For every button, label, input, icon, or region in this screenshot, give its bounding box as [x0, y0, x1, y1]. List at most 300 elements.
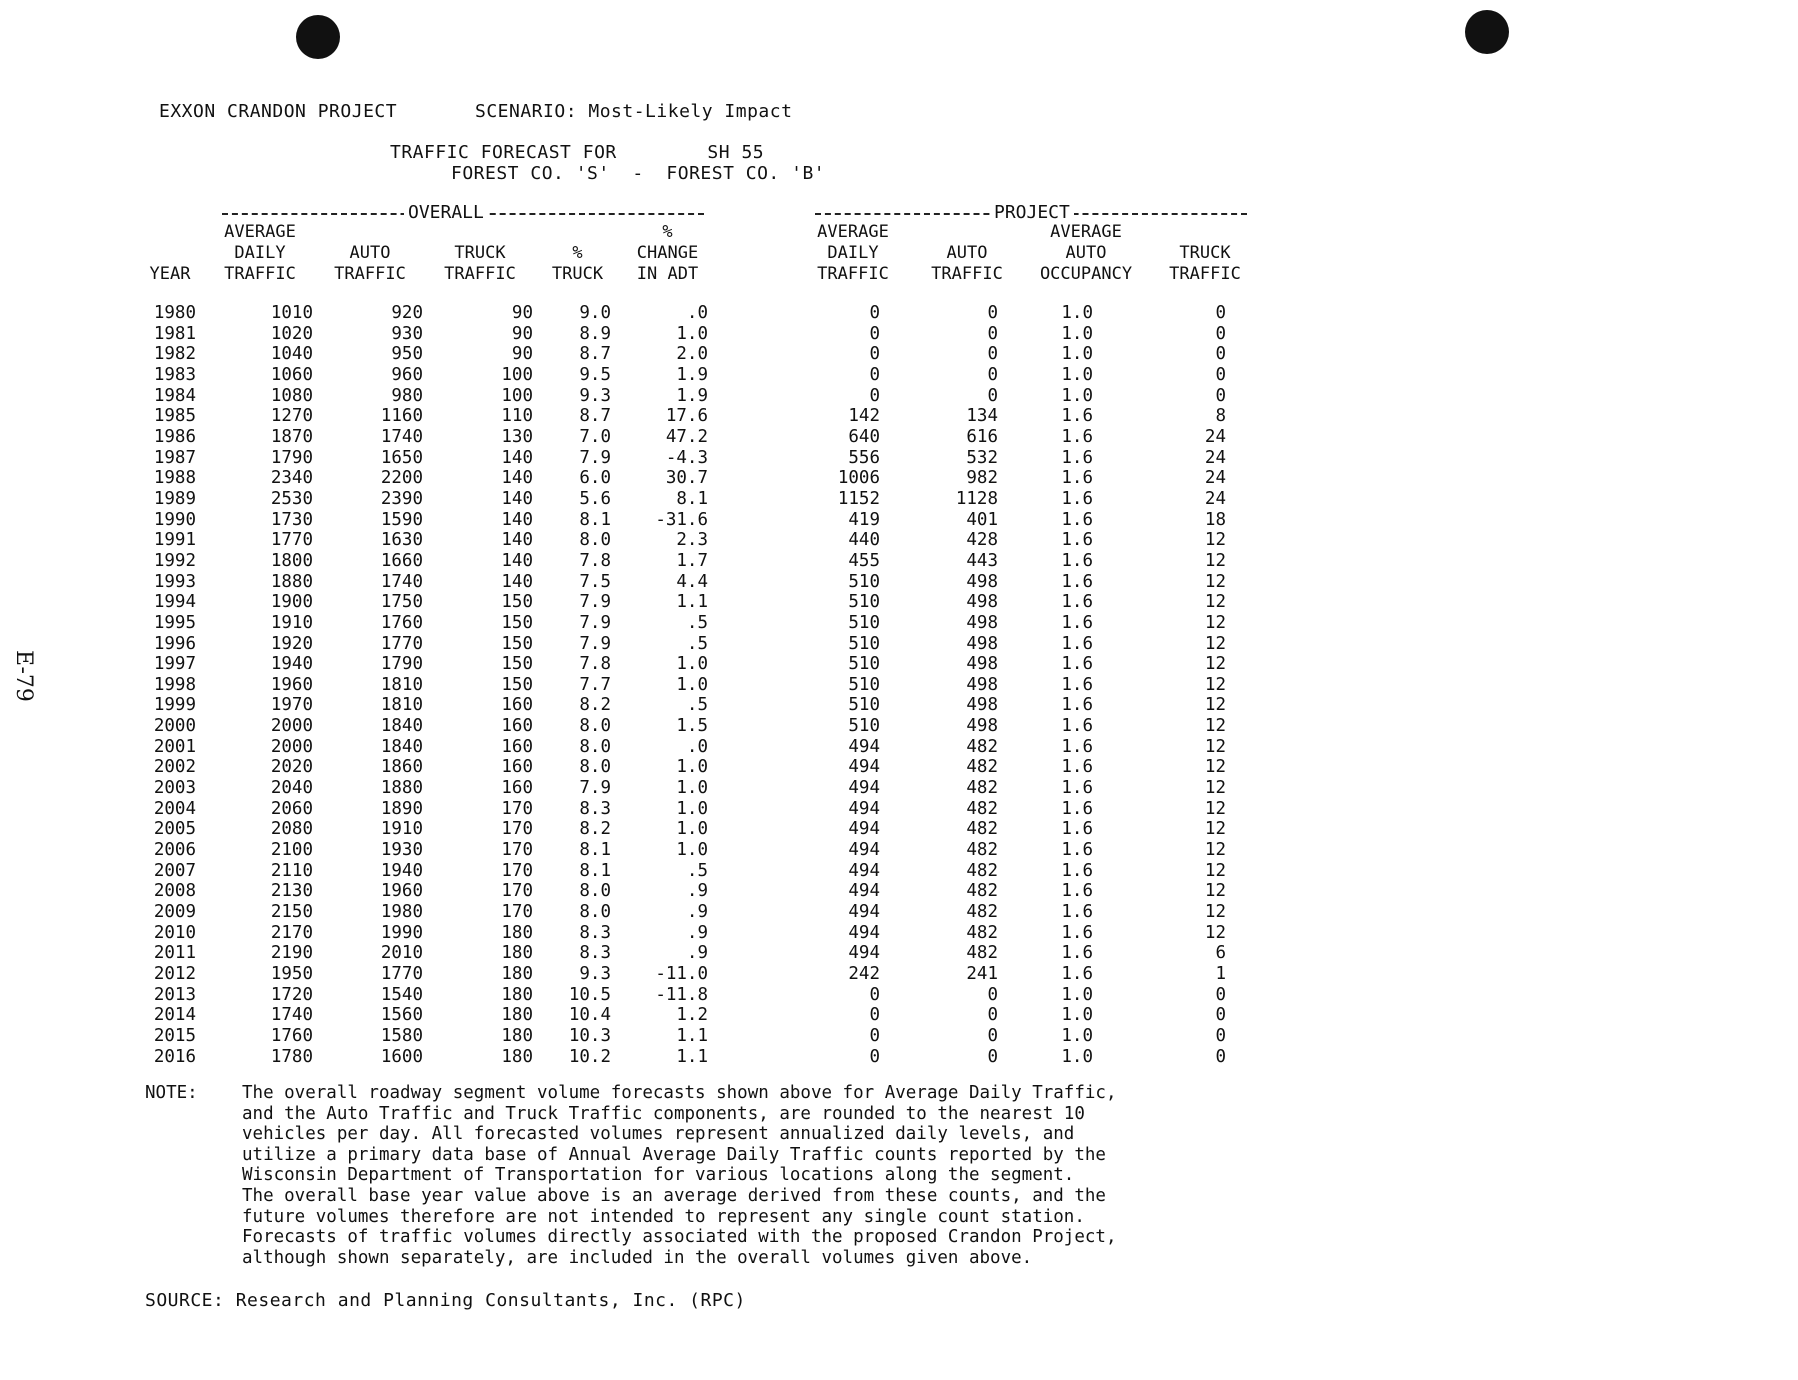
- cell-truck: 90: [511, 344, 533, 365]
- cell-auto: 1990: [380, 922, 423, 943]
- cell-project-adt: 0: [869, 364, 880, 385]
- cell-truck: 140: [501, 447, 533, 468]
- note-label: NOTE:: [145, 1083, 198, 1103]
- cell-auto: 2010: [380, 943, 423, 964]
- table-row: [140, 695, 1226, 716]
- cell-project-auto: 482: [966, 736, 998, 757]
- cell-project-adt: 494: [848, 840, 880, 861]
- cell-pct-change: -4.3: [665, 447, 708, 468]
- cell-project-occupancy: 1.0: [1061, 385, 1093, 406]
- cell-year: 2014: [153, 1005, 196, 1026]
- cell-truck: 170: [501, 860, 533, 881]
- cell-project-auto: 482: [966, 778, 998, 799]
- cell-project-occupancy: 1.6: [1061, 468, 1093, 489]
- cell-pct-change: .9: [686, 943, 708, 964]
- cell-truck: 150: [501, 654, 533, 675]
- cell-project-adt: 494: [848, 736, 880, 757]
- forecast-title-line2: FOREST CO. 'S' - FOREST CO. 'B': [451, 163, 826, 184]
- cell-project-occupancy: 1.6: [1061, 633, 1093, 654]
- cell-project-truck: 12: [1204, 633, 1226, 654]
- cell-truck: 150: [501, 633, 533, 654]
- cell-project-auto: 482: [966, 902, 998, 923]
- cell-year: 1984: [153, 385, 196, 406]
- cell-project-adt: 510: [848, 674, 880, 695]
- table-row: [140, 840, 1226, 861]
- cell-adt: 1880: [270, 571, 313, 592]
- table-row: [140, 468, 1226, 489]
- cell-project-adt: 510: [848, 633, 880, 654]
- cell-truck: 170: [501, 819, 533, 840]
- table-row: [140, 985, 1226, 1006]
- cell-auto: 1960: [380, 881, 423, 902]
- cell-adt: 1970: [270, 695, 313, 716]
- cell-project-adt: 510: [848, 654, 880, 675]
- cell-auto: 1890: [380, 798, 423, 819]
- cell-adt: 2530: [270, 488, 313, 509]
- cell-year: 2000: [153, 716, 196, 737]
- cell-truck: 170: [501, 840, 533, 861]
- cell-project-auto: 241: [966, 964, 998, 984]
- cell-truck: 180: [501, 922, 533, 943]
- cell-auto: 960: [391, 364, 423, 385]
- cell-project-adt: 494: [848, 798, 880, 819]
- cell-project-occupancy: 1.6: [1061, 654, 1093, 675]
- table-row: [140, 448, 1226, 469]
- cell-adt: 2020: [270, 757, 313, 778]
- cell-pct-change: 47.2: [665, 426, 708, 447]
- cell-project-adt: 0: [869, 1046, 880, 1067]
- cell-project-truck: 0: [1215, 323, 1226, 344]
- cell-project-occupancy: 1.6: [1061, 840, 1093, 861]
- cell-project-adt: 510: [848, 695, 880, 716]
- cell-project-auto: 498: [966, 633, 998, 654]
- cell-truck: 100: [501, 385, 533, 406]
- table-row: [140, 819, 1226, 840]
- table-row: [140, 778, 1226, 799]
- cell-pct-truck: 8.0: [579, 530, 611, 551]
- cell-auto: 1540: [380, 984, 423, 1005]
- cell-project-truck: 1: [1215, 964, 1226, 984]
- cell-project-auto: 0: [987, 364, 998, 385]
- note-line: and the Auto Traffic and Truck Traffic components, are rounded to the nearest 10: [242, 1103, 1085, 1124]
- cell-year: 2008: [153, 881, 196, 902]
- cell-adt: 1920: [270, 633, 313, 654]
- cell-pct-truck: 7.9: [579, 592, 611, 613]
- cell-pct-truck: 8.0: [579, 716, 611, 737]
- cell-pct-truck: 8.1: [579, 509, 611, 530]
- table-row: [140, 716, 1226, 737]
- cell-year: 1992: [153, 550, 196, 571]
- cell-truck: 180: [501, 1005, 533, 1026]
- cell-adt: 1060: [270, 364, 313, 385]
- cell-project-truck: 0: [1215, 1005, 1226, 1026]
- cell-pct-truck: 9.5: [579, 364, 611, 385]
- cell-project-auto: 498: [966, 695, 998, 716]
- cell-adt: 1960: [270, 674, 313, 695]
- project-section-label: PROJECT: [990, 202, 1074, 223]
- table-row: [140, 613, 1226, 634]
- cell-year: 1991: [153, 530, 196, 551]
- cell-year: 2012: [153, 964, 196, 984]
- cell-truck: 140: [501, 488, 533, 509]
- cell-pct-change: -11.8: [655, 984, 708, 1005]
- cell-project-occupancy: 1.6: [1061, 488, 1093, 509]
- cell-auto: 1580: [380, 1025, 423, 1046]
- cell-auto: 920: [391, 303, 423, 323]
- cell-project-occupancy: 1.6: [1061, 426, 1093, 447]
- cell-pct-change: .9: [686, 881, 708, 902]
- cell-project-adt: 494: [848, 943, 880, 964]
- cell-pct-change: 1.0: [676, 674, 708, 695]
- cell-pct-truck: 8.3: [579, 943, 611, 964]
- cell-project-occupancy: 1.0: [1061, 364, 1093, 385]
- cell-year: 1980: [153, 303, 196, 323]
- table-row: [140, 592, 1226, 613]
- cell-project-auto: 482: [966, 860, 998, 881]
- cell-project-adt: 0: [869, 323, 880, 344]
- table-row: [140, 551, 1226, 572]
- cell-year: 1985: [153, 406, 196, 427]
- cell-year: 2005: [153, 819, 196, 840]
- note-text: The overall roadway segment volume forecasts shown above for Average Daily Traffic,: [242, 1083, 1117, 1103]
- cell-pct-truck: 9.3: [579, 385, 611, 406]
- cell-project-adt: 0: [869, 303, 880, 323]
- cell-truck: 100: [501, 364, 533, 385]
- cell-pct-truck: 9.3: [579, 964, 611, 984]
- cell-pct-truck: 7.9: [579, 612, 611, 633]
- table-row: [140, 427, 1226, 448]
- cell-project-auto: 0: [987, 303, 998, 323]
- cell-project-auto: 0: [987, 984, 998, 1005]
- cell-project-auto: 982: [966, 468, 998, 489]
- cell-year: 1982: [153, 344, 196, 365]
- note-line: future volumes therefore are not intended to represent any single count station.: [242, 1206, 1085, 1227]
- cell-project-truck: 12: [1204, 881, 1226, 902]
- cell-pct-change: 1.5: [676, 716, 708, 737]
- cell-project-auto: 532: [966, 447, 998, 468]
- cell-project-adt: 0: [869, 1005, 880, 1026]
- table-row: [140, 923, 1226, 944]
- cell-project-truck: 12: [1204, 550, 1226, 571]
- cell-year: 2009: [153, 902, 196, 923]
- cell-project-adt: 0: [869, 385, 880, 406]
- cell-pct-change: 1.0: [676, 323, 708, 344]
- cell-pct-truck: 8.0: [579, 881, 611, 902]
- cell-project-truck: 12: [1204, 530, 1226, 551]
- cell-year: 1995: [153, 612, 196, 633]
- cell-auto: 2200: [380, 468, 423, 489]
- cell-year: 2004: [153, 798, 196, 819]
- cell-truck: 180: [501, 964, 533, 984]
- table-row: [140, 675, 1226, 696]
- cell-project-truck: 8: [1215, 406, 1226, 427]
- cell-truck: 170: [501, 902, 533, 923]
- cell-project-occupancy: 1.6: [1061, 943, 1093, 964]
- cell-pct-change: 1.0: [676, 757, 708, 778]
- cell-year: 2002: [153, 757, 196, 778]
- cell-project-auto: 482: [966, 798, 998, 819]
- cell-truck: 140: [501, 468, 533, 489]
- cell-adt: 2340: [270, 468, 313, 489]
- cell-pct-truck: 10.4: [568, 1005, 611, 1026]
- cell-project-occupancy: 1.0: [1061, 1005, 1093, 1026]
- cell-project-auto: 428: [966, 530, 998, 551]
- cell-year: 2006: [153, 840, 196, 861]
- table-row: [140, 386, 1226, 407]
- cell-year: 2011: [153, 943, 196, 964]
- cell-pct-change: .5: [686, 633, 708, 654]
- table-row: [140, 572, 1226, 593]
- cell-project-adt: 0: [869, 984, 880, 1005]
- cell-project-truck: 12: [1204, 716, 1226, 737]
- cell-year: 1998: [153, 674, 196, 695]
- cell-project-auto: 134: [966, 406, 998, 427]
- cell-project-truck: 12: [1204, 860, 1226, 881]
- cell-pct-truck: 7.9: [579, 447, 611, 468]
- cell-adt: 2000: [270, 716, 313, 737]
- cell-year: 1987: [153, 447, 196, 468]
- cell-adt: 2040: [270, 778, 313, 799]
- cell-project-truck: 12: [1204, 798, 1226, 819]
- cell-adt: 2150: [270, 902, 313, 923]
- cell-project-occupancy: 1.6: [1061, 964, 1093, 984]
- cell-auto: 1840: [380, 716, 423, 737]
- cell-auto: 1880: [380, 778, 423, 799]
- cell-pct-change: 2.0: [676, 344, 708, 365]
- cell-project-truck: 24: [1204, 488, 1226, 509]
- cell-year: 1988: [153, 468, 196, 489]
- cell-auto: 1940: [380, 860, 423, 881]
- cell-auto: 980: [391, 385, 423, 406]
- cell-adt: 2000: [270, 736, 313, 757]
- cell-adt: 1020: [270, 323, 313, 344]
- cell-pct-change: 30.7: [665, 468, 708, 489]
- punch-hole-left: [296, 15, 340, 59]
- cell-auto: 1770: [380, 964, 423, 984]
- cell-year: 2007: [153, 860, 196, 881]
- table-row: [140, 324, 1226, 345]
- note-block: [145, 1083, 1116, 1268]
- note-line: vehicles per day. All forecasted volumes represent annualized daily levels, and: [242, 1124, 1075, 1145]
- cell-project-truck: 12: [1204, 592, 1226, 613]
- table-row: [140, 943, 1226, 964]
- cell-truck: 150: [501, 674, 533, 695]
- cell-pct-truck: 8.2: [579, 695, 611, 716]
- cell-auto: 1810: [380, 674, 423, 695]
- cell-project-occupancy: 1.6: [1061, 778, 1093, 799]
- cell-auto: 1740: [380, 571, 423, 592]
- cell-pct-change: .5: [686, 860, 708, 881]
- cell-pct-change: .9: [686, 902, 708, 923]
- cell-project-occupancy: 1.6: [1061, 819, 1093, 840]
- cell-project-auto: 443: [966, 550, 998, 571]
- cell-adt: 2060: [270, 798, 313, 819]
- cell-pct-change: .9: [686, 922, 708, 943]
- table-row: [140, 303, 1226, 324]
- cell-pct-change: 1.0: [676, 798, 708, 819]
- cell-project-adt: 1006: [837, 468, 880, 489]
- cell-auto: 1650: [380, 447, 423, 468]
- overall-section-label: OVERALL: [404, 202, 488, 223]
- table-row: [140, 489, 1226, 510]
- cell-adt: 1950: [270, 964, 313, 984]
- cell-project-auto: 482: [966, 840, 998, 861]
- cell-project-truck: 12: [1204, 778, 1226, 799]
- cell-project-auto: 498: [966, 612, 998, 633]
- cell-truck: 90: [511, 323, 533, 344]
- cell-pct-change: 8.1: [676, 488, 708, 509]
- cell-pct-change: .5: [686, 695, 708, 716]
- table-row: [140, 881, 1226, 902]
- cell-auto: 1860: [380, 757, 423, 778]
- cell-project-occupancy: 1.6: [1061, 716, 1093, 737]
- table-row: [140, 799, 1226, 820]
- cell-project-auto: 498: [966, 654, 998, 675]
- cell-adt: 1720: [270, 984, 313, 1005]
- cell-project-auto: 0: [987, 344, 998, 365]
- cell-project-truck: 24: [1204, 447, 1226, 468]
- cell-project-occupancy: 1.6: [1061, 406, 1093, 427]
- cell-pct-change: 1.9: [676, 385, 708, 406]
- cell-year: 1996: [153, 633, 196, 654]
- cell-adt: 1080: [270, 385, 313, 406]
- cell-project-auto: 0: [987, 385, 998, 406]
- cell-truck: 130: [501, 426, 533, 447]
- cell-truck: 140: [501, 530, 533, 551]
- cell-project-truck: 6: [1215, 943, 1226, 964]
- cell-pct-truck: 7.9: [579, 778, 611, 799]
- cell-project-truck: 12: [1204, 840, 1226, 861]
- cell-truck: 140: [501, 509, 533, 530]
- cell-project-truck: 12: [1204, 612, 1226, 633]
- cell-adt: 1270: [270, 406, 313, 427]
- cell-auto: 1760: [380, 612, 423, 633]
- cell-project-adt: 494: [848, 819, 880, 840]
- cell-adt: 1010: [270, 303, 313, 323]
- cell-pct-change: 1.7: [676, 550, 708, 571]
- cell-project-occupancy: 1.6: [1061, 530, 1093, 551]
- cell-truck: 180: [501, 1046, 533, 1067]
- cell-project-occupancy: 1.6: [1061, 881, 1093, 902]
- cell-project-adt: 455: [848, 550, 880, 571]
- cell-project-adt: 0: [869, 1025, 880, 1046]
- cell-project-auto: 498: [966, 716, 998, 737]
- cell-truck: 160: [501, 757, 533, 778]
- table-row: [140, 1026, 1226, 1047]
- col-header-project-adt: AVERAGE DAILY TRAFFIC: [817, 222, 889, 284]
- table-row: [140, 902, 1226, 923]
- cell-pct-truck: 8.9: [579, 323, 611, 344]
- cell-project-auto: 401: [966, 509, 998, 530]
- cell-adt: 1780: [270, 1046, 313, 1067]
- cell-year: 1993: [153, 571, 196, 592]
- cell-pct-change: .5: [686, 612, 708, 633]
- cell-project-adt: 494: [848, 778, 880, 799]
- cell-project-truck: 0: [1215, 364, 1226, 385]
- cell-pct-truck: 7.9: [579, 633, 611, 654]
- cell-pct-change: 1.2: [676, 1005, 708, 1026]
- cell-project-truck: 18: [1204, 509, 1226, 530]
- cell-pct-truck: 6.0: [579, 468, 611, 489]
- cell-truck: 160: [501, 695, 533, 716]
- cell-project-truck: 0: [1215, 984, 1226, 1005]
- table-row: [140, 1005, 1226, 1026]
- cell-pct-truck: 8.3: [579, 798, 611, 819]
- cell-project-truck: 0: [1215, 1025, 1226, 1046]
- cell-auto: 950: [391, 344, 423, 365]
- punch-hole-right: [1465, 10, 1509, 54]
- cell-pct-truck: 8.3: [579, 922, 611, 943]
- table-row: [140, 737, 1226, 758]
- cell-truck: 140: [501, 550, 533, 571]
- cell-year: 2001: [153, 736, 196, 757]
- cell-adt: 1770: [270, 530, 313, 551]
- cell-truck: 140: [501, 571, 533, 592]
- cell-pct-change: -31.6: [655, 509, 708, 530]
- cell-truck: 180: [501, 984, 533, 1005]
- cell-project-truck: 12: [1204, 674, 1226, 695]
- cell-adt: 1910: [270, 612, 313, 633]
- cell-pct-change: 4.4: [676, 571, 708, 592]
- cell-adt: 2110: [270, 860, 313, 881]
- cell-project-occupancy: 1.0: [1061, 1046, 1093, 1067]
- cell-project-auto: 616: [966, 426, 998, 447]
- cell-truck: 180: [501, 1025, 533, 1046]
- cell-project-auto: 0: [987, 1025, 998, 1046]
- cell-year: 2010: [153, 922, 196, 943]
- cell-auto: 930: [391, 323, 423, 344]
- cell-auto: 1840: [380, 736, 423, 757]
- col-header-project-occupancy: AVERAGE AUTO OCCUPANCY: [1039, 222, 1133, 284]
- cell-truck: 160: [501, 778, 533, 799]
- col-header-pct-change: % CHANGE IN ADT: [636, 222, 699, 284]
- cell-project-auto: 482: [966, 922, 998, 943]
- col-header-truck: TRUCK TRAFFIC: [444, 243, 516, 284]
- note-line: The overall base year value above is an average derived from these counts, and the: [242, 1185, 1106, 1206]
- cell-project-occupancy: 1.0: [1061, 984, 1093, 1005]
- cell-auto: 1790: [380, 654, 423, 675]
- cell-pct-truck: 7.8: [579, 550, 611, 571]
- cell-project-truck: 12: [1204, 819, 1226, 840]
- cell-pct-change: 1.9: [676, 364, 708, 385]
- cell-adt: 2130: [270, 881, 313, 902]
- cell-project-occupancy: 1.6: [1061, 674, 1093, 695]
- cell-truck: 170: [501, 881, 533, 902]
- cell-project-occupancy: 1.6: [1061, 571, 1093, 592]
- cell-pct-truck: 7.7: [579, 674, 611, 695]
- cell-project-adt: 494: [848, 881, 880, 902]
- cell-pct-truck: 8.0: [579, 736, 611, 757]
- page-number: E-79: [11, 650, 36, 702]
- scenario-label: SCENARIO: Most-Likely Impact: [475, 101, 793, 122]
- cell-pct-truck: 10.2: [568, 1046, 611, 1067]
- cell-project-truck: 0: [1215, 385, 1226, 406]
- table-row: [140, 964, 1226, 985]
- cell-truck: 110: [501, 406, 533, 427]
- cell-auto: 1630: [380, 530, 423, 551]
- table-row: [140, 530, 1226, 551]
- table-row: [140, 344, 1226, 365]
- cell-auto: 1910: [380, 819, 423, 840]
- cell-pct-change: 1.1: [676, 1046, 708, 1067]
- cell-project-occupancy: 1.6: [1061, 509, 1093, 530]
- cell-pct-truck: 8.7: [579, 344, 611, 365]
- cell-pct-truck: 8.2: [579, 819, 611, 840]
- cell-pct-truck: 8.7: [579, 406, 611, 427]
- cell-project-adt: 0: [869, 344, 880, 365]
- cell-project-adt: 242: [848, 964, 880, 984]
- cell-project-truck: 12: [1204, 571, 1226, 592]
